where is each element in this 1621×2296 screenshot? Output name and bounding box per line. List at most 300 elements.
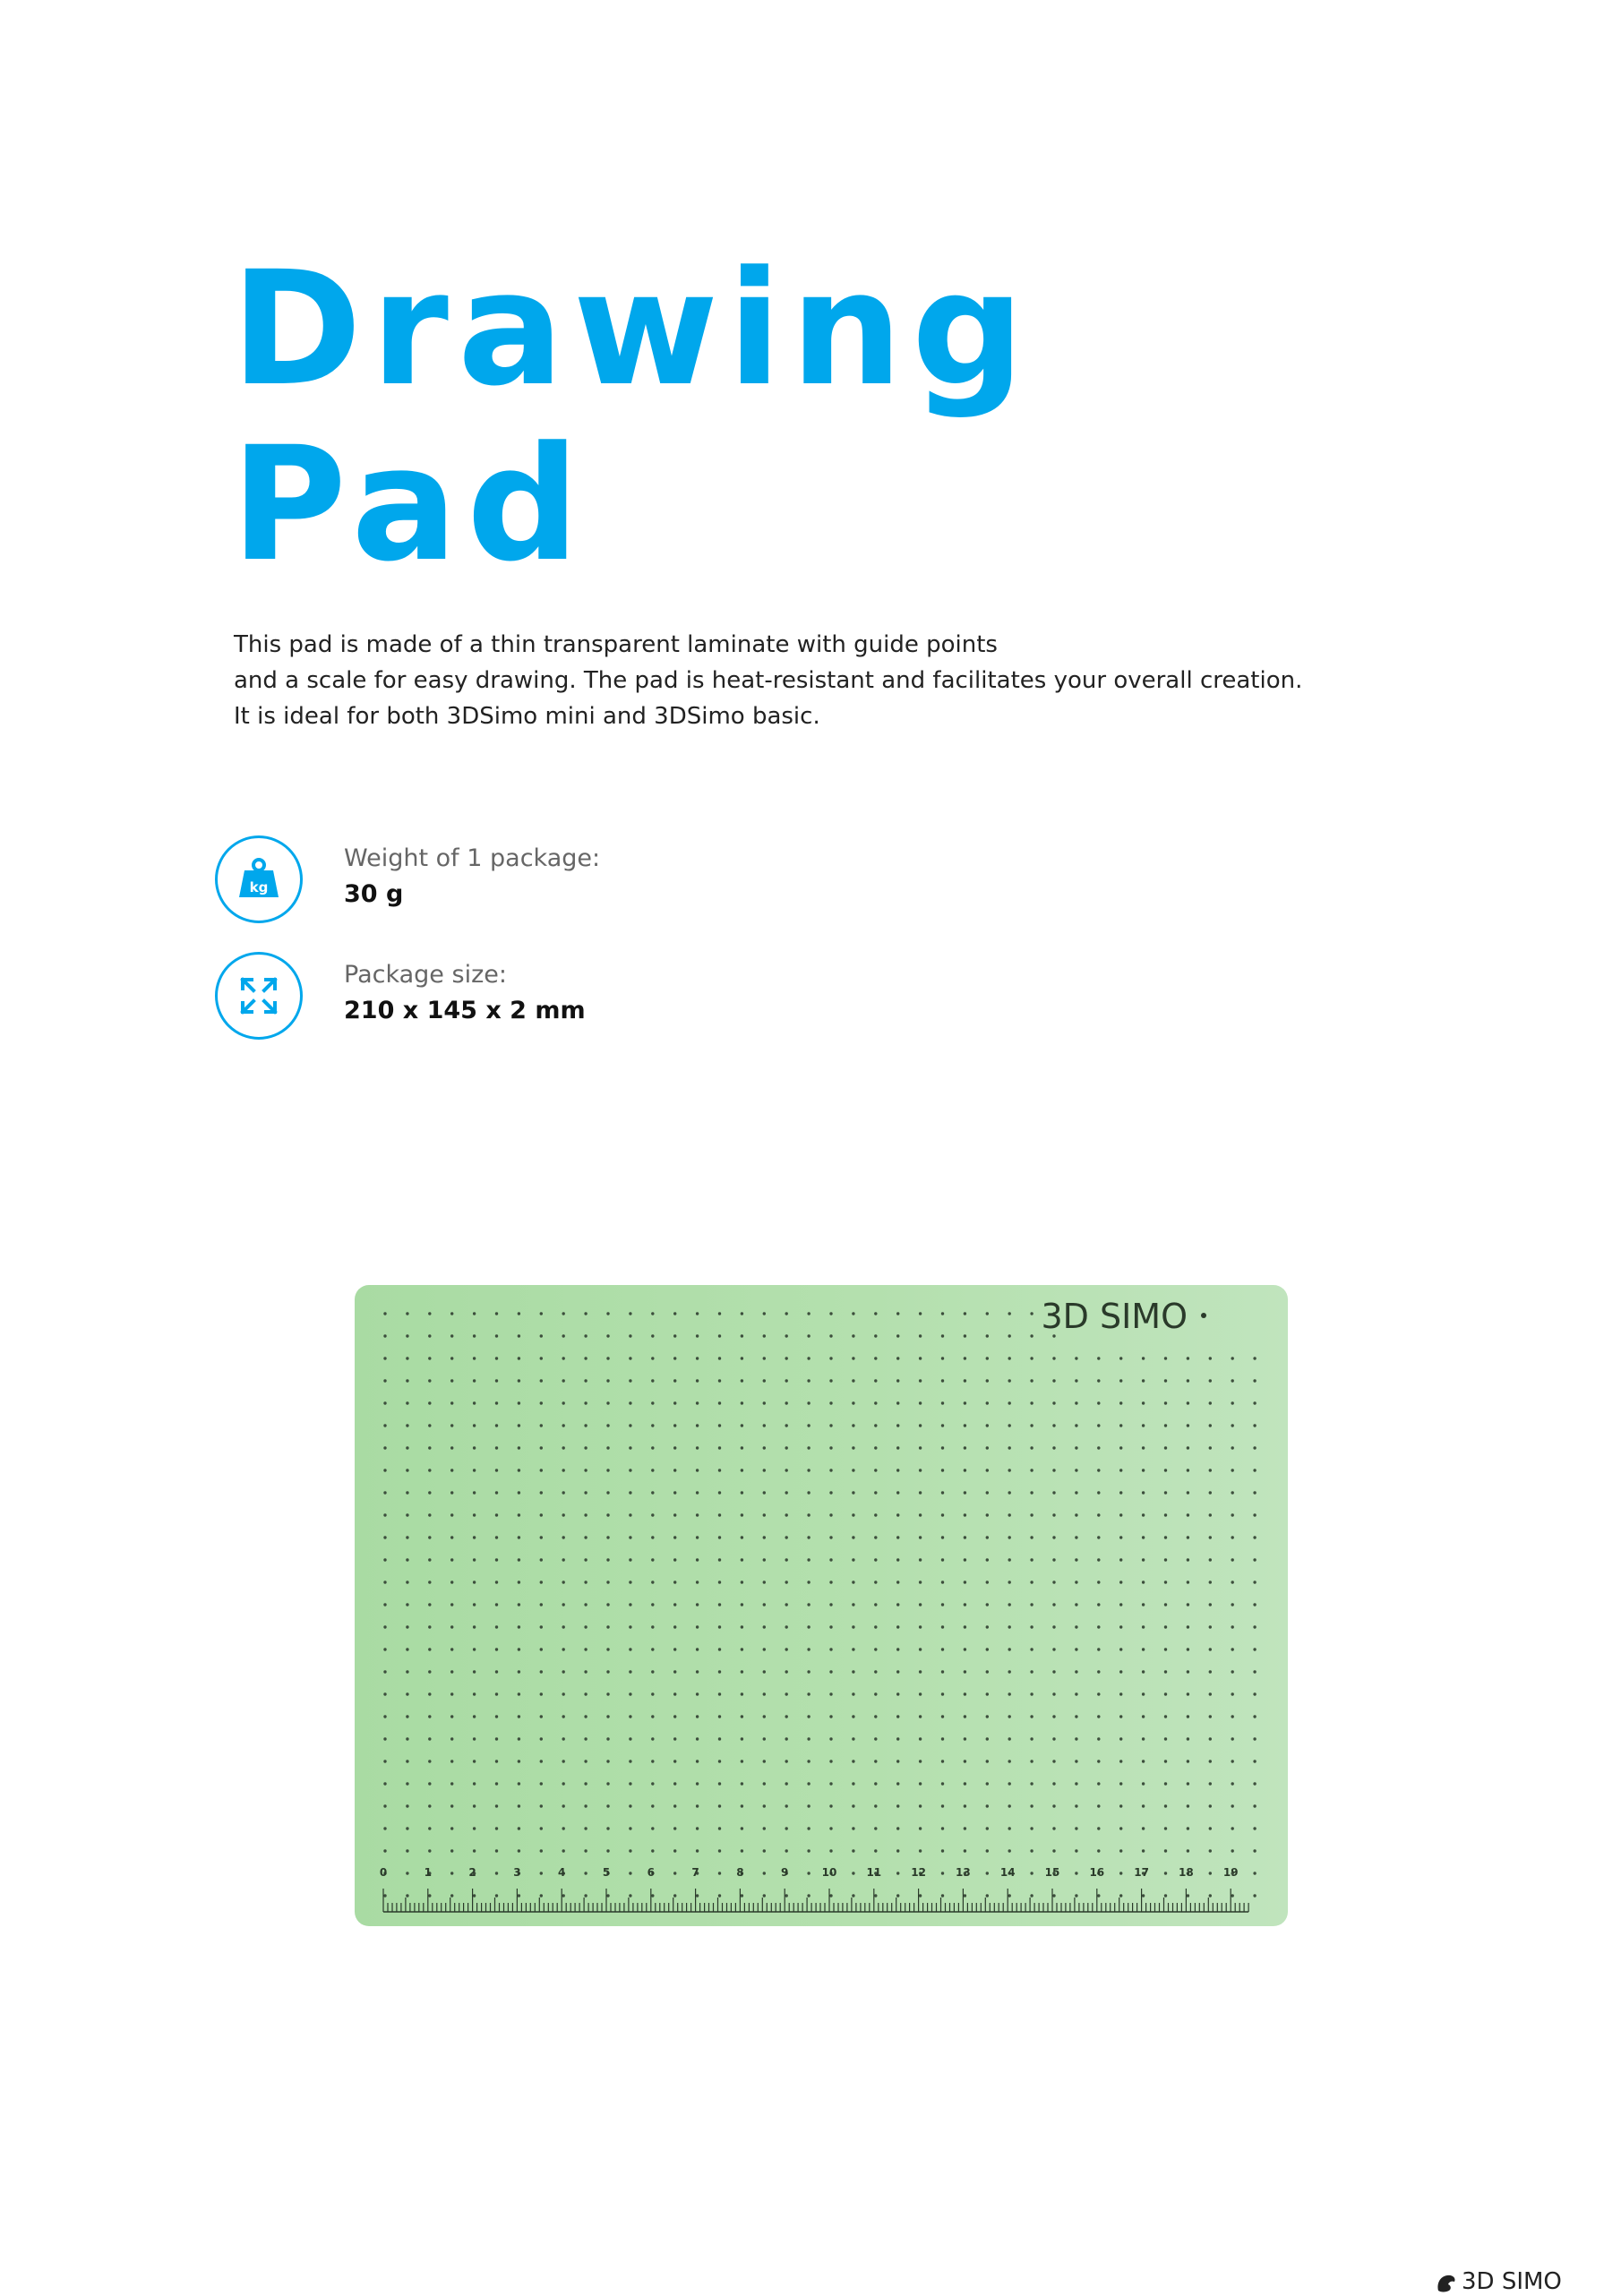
guide-dot: [629, 1737, 631, 1740]
guide-dot: [763, 1357, 766, 1359]
guide-dot: [450, 1424, 453, 1426]
guide-dot: [1075, 1827, 1077, 1829]
guide-dot: [473, 1558, 476, 1561]
guide-dot: [629, 1312, 631, 1315]
guide-dot: [1231, 1804, 1234, 1807]
guide-dot: [874, 1446, 877, 1449]
guide-dot: [1030, 1894, 1033, 1897]
guide-dot: [1164, 1379, 1167, 1382]
guide-dot: [1052, 1648, 1055, 1650]
guide-dot: [964, 1469, 966, 1471]
guide-dot: [807, 1558, 810, 1561]
guide-dot: [852, 1625, 854, 1628]
guide-dot: [518, 1625, 520, 1628]
guide-dot: [874, 1469, 877, 1471]
guide-dot: [696, 1603, 699, 1606]
guide-dot: [1231, 1760, 1234, 1762]
guide-dot: [1187, 1625, 1189, 1628]
guide-dot: [696, 1312, 699, 1315]
guide-dot: [1119, 1446, 1122, 1449]
guide-dot: [540, 1648, 543, 1650]
guide-dot: [562, 1491, 565, 1494]
guide-dot: [852, 1513, 854, 1516]
guide-dot: [428, 1513, 431, 1516]
guide-dot: [696, 1536, 699, 1538]
guide-dot: [584, 1446, 587, 1449]
guide-dot: [1253, 1357, 1256, 1359]
guide-dot: [406, 1379, 408, 1382]
guide-dot: [986, 1379, 989, 1382]
guide-dot: [673, 1894, 676, 1897]
guide-dot: [986, 1625, 989, 1628]
guide-dot: [383, 1334, 386, 1337]
guide-dot: [1008, 1424, 1011, 1426]
guide-dot: [629, 1872, 631, 1874]
guide-dot: [1119, 1827, 1122, 1829]
guide-dot: [718, 1334, 721, 1337]
guide-dot: [1164, 1804, 1167, 1807]
guide-dot: [629, 1513, 631, 1516]
spec-weight: [215, 835, 1021, 929]
guide-dot: [473, 1760, 476, 1762]
guide-dot: [406, 1827, 408, 1829]
guide-dot: [986, 1446, 989, 1449]
guide-dot: [919, 1558, 922, 1561]
guide-dot: [383, 1357, 386, 1359]
guide-dot: [1164, 1424, 1167, 1426]
guide-dot: [518, 1737, 520, 1740]
guide-dot: [606, 1849, 609, 1852]
guide-dot: [785, 1379, 788, 1382]
guide-dot: [584, 1849, 587, 1852]
guide-dot: [964, 1334, 966, 1337]
guide-dot: [1231, 1379, 1234, 1382]
guide-dot: [741, 1692, 743, 1695]
guide-dot: [1075, 1558, 1077, 1561]
guide-dot: [852, 1715, 854, 1718]
guide-dot: [673, 1804, 676, 1807]
guide-dot: [495, 1692, 498, 1695]
guide-dot: [763, 1446, 766, 1449]
footer-brand: 3D SIMO: [1462, 2268, 1562, 2295]
guide-dot: [606, 1670, 609, 1673]
guide-dot: [673, 1648, 676, 1650]
guide-dot: [1008, 1648, 1011, 1650]
guide-dot: [741, 1603, 743, 1606]
guide-dot: [919, 1648, 922, 1650]
guide-dot: [495, 1536, 498, 1538]
ruler-label: 19: [1222, 1866, 1239, 1879]
guide-dot: [986, 1424, 989, 1426]
guide-dot: [941, 1469, 944, 1471]
guide-dot: [941, 1401, 944, 1404]
guide-dot: [986, 1648, 989, 1650]
guide-dot: [919, 1670, 922, 1673]
guide-dot: [1008, 1558, 1011, 1561]
guide-dot: [673, 1872, 676, 1874]
guide-dot: [718, 1357, 721, 1359]
guide-dot: [383, 1715, 386, 1718]
guide-dot: [383, 1692, 386, 1695]
guide-dot: [584, 1379, 587, 1382]
guide-dot: [450, 1804, 453, 1807]
guide-dot: [406, 1469, 408, 1471]
guide-dot: [763, 1558, 766, 1561]
guide-dot: [741, 1379, 743, 1382]
guide-dot: [896, 1312, 899, 1315]
guide-dot: [673, 1782, 676, 1785]
guide-dot: [941, 1357, 944, 1359]
guide-dot: [606, 1536, 609, 1538]
guide-dot: [1187, 1357, 1189, 1359]
guide-dot: [874, 1334, 877, 1337]
guide-dot: [540, 1379, 543, 1382]
guide-dot: [741, 1737, 743, 1740]
guide-dot: [896, 1760, 899, 1762]
simo-logo-icon: [1435, 2273, 1458, 2294]
guide-dot: [1187, 1782, 1189, 1785]
guide-dot: [1209, 1469, 1212, 1471]
guide-dot: [406, 1581, 408, 1583]
guide-dot: [651, 1849, 654, 1852]
guide-dot: [562, 1603, 565, 1606]
guide-dot: [629, 1827, 631, 1829]
guide-dot: [540, 1715, 543, 1718]
guide-dot: [495, 1401, 498, 1404]
guide-dot: [1008, 1760, 1011, 1762]
guide-dot: [1097, 1401, 1100, 1404]
guide-dot: [1231, 1827, 1234, 1829]
guide-dot: [986, 1469, 989, 1471]
guide-dot: [852, 1872, 854, 1874]
guide-dot: [1075, 1715, 1077, 1718]
guide-dot: [584, 1513, 587, 1516]
weight-kg-icon: [215, 835, 303, 923]
guide-dot: [428, 1357, 431, 1359]
guide-dot: [919, 1715, 922, 1718]
guide-dot: [874, 1558, 877, 1561]
guide-dot: [874, 1760, 877, 1762]
guide-dot: [383, 1446, 386, 1449]
guide-dot: [450, 1625, 453, 1628]
ruler-label: 9: [781, 1866, 789, 1879]
guide-dot: [651, 1894, 654, 1897]
guide-dot: [829, 1849, 832, 1852]
guide-dot: [1119, 1737, 1122, 1740]
guide-dot: [673, 1849, 676, 1852]
guide-dot: [1052, 1558, 1055, 1561]
guide-dot: [896, 1334, 899, 1337]
guide-dot: [651, 1715, 654, 1718]
guide-dot: [1008, 1312, 1011, 1315]
guide-dot: [718, 1491, 721, 1494]
guide-dot: [1097, 1849, 1100, 1852]
guide-dot: [1187, 1603, 1189, 1606]
guide-dot: [896, 1648, 899, 1650]
guide-dot: [896, 1379, 899, 1382]
guide-dot: [1075, 1424, 1077, 1426]
guide-dot: [1142, 1581, 1145, 1583]
guide-dot: [785, 1648, 788, 1650]
guide-dot: [473, 1670, 476, 1673]
guide-dot: [874, 1379, 877, 1382]
guide-dot: [1209, 1625, 1212, 1628]
guide-dot: [1008, 1513, 1011, 1516]
guide-dot: [629, 1648, 631, 1650]
guide-dot: [1008, 1849, 1011, 1852]
guide-dot: [1209, 1782, 1212, 1785]
guide-dot: [428, 1804, 431, 1807]
guide-dot: [785, 1804, 788, 1807]
guide-dot: [696, 1894, 699, 1897]
guide-dot: [785, 1827, 788, 1829]
guide-dot: [673, 1401, 676, 1404]
guide-dot: [1164, 1625, 1167, 1628]
guide-dot: [1142, 1357, 1145, 1359]
guide-dot: [741, 1469, 743, 1471]
guide-dot: [473, 1804, 476, 1807]
guide-dot: [540, 1827, 543, 1829]
guide-dot: [428, 1715, 431, 1718]
guide-dot: [986, 1491, 989, 1494]
guide-dot: [785, 1782, 788, 1785]
guide-dot: [606, 1737, 609, 1740]
guide-dot: [428, 1379, 431, 1382]
guide-dot: [518, 1692, 520, 1695]
guide-dot: [495, 1603, 498, 1606]
guide-dot: [562, 1760, 565, 1762]
guide-dot: [406, 1446, 408, 1449]
guide-dot: [1119, 1603, 1122, 1606]
guide-dot: [518, 1334, 520, 1337]
guide-dot: [606, 1804, 609, 1807]
guide-dot: [718, 1737, 721, 1740]
guide-dot: [1030, 1715, 1033, 1718]
guide-dot: [941, 1581, 944, 1583]
guide-dot: [406, 1737, 408, 1740]
spec-package-size: [215, 952, 1021, 1045]
guide-dot: [1030, 1312, 1033, 1315]
guide-dot: [696, 1625, 699, 1628]
guide-dot: [852, 1849, 854, 1852]
guide-dot: [1119, 1849, 1122, 1852]
guide-dot: [896, 1737, 899, 1740]
guide-dot: [518, 1670, 520, 1673]
guide-dot: [829, 1491, 832, 1494]
guide-dot: [606, 1491, 609, 1494]
guide-dot: [986, 1692, 989, 1695]
guide-dot: [495, 1581, 498, 1583]
guide-dot: [1097, 1670, 1100, 1673]
guide-dot: [1209, 1446, 1212, 1449]
guide-dot: [1253, 1760, 1256, 1762]
guide-dot: [1030, 1357, 1033, 1359]
guide-dot: [696, 1648, 699, 1650]
guide-dot: [383, 1401, 386, 1404]
guide-dot: [450, 1357, 453, 1359]
guide-dot: [1209, 1357, 1212, 1359]
guide-dot: [629, 1357, 631, 1359]
guide-dot: [896, 1446, 899, 1449]
guide-dot: [651, 1782, 654, 1785]
guide-dot: [383, 1827, 386, 1829]
guide-dot: [1097, 1827, 1100, 1829]
guide-dot: [718, 1849, 721, 1852]
guide-dot: [1142, 1737, 1145, 1740]
guide-dot: [986, 1894, 989, 1897]
guide-dot: [1052, 1401, 1055, 1404]
guide-dot: [1142, 1849, 1145, 1852]
guide-dot: [518, 1446, 520, 1449]
guide-dot: [1142, 1760, 1145, 1762]
guide-dot: [696, 1849, 699, 1852]
guide-dot: [450, 1334, 453, 1337]
guide-dot: [1075, 1536, 1077, 1538]
guide-dot: [1253, 1379, 1256, 1382]
guide-dot: [829, 1782, 832, 1785]
guide-dot: [383, 1513, 386, 1516]
guide-dot: [629, 1782, 631, 1785]
guide-dot: [562, 1469, 565, 1471]
guide-dot: [1164, 1670, 1167, 1673]
guide-dot: [763, 1469, 766, 1471]
guide-dot: [1075, 1737, 1077, 1740]
guide-dot: [1030, 1424, 1033, 1426]
guide-dot: [964, 1648, 966, 1650]
guide-dot: [919, 1581, 922, 1583]
guide-dot: [584, 1424, 587, 1426]
guide-dot: [562, 1849, 565, 1852]
guide-dot: [896, 1536, 899, 1538]
guide-dot: [450, 1670, 453, 1673]
guide-dot: [807, 1513, 810, 1516]
guide-dot: [1075, 1357, 1077, 1359]
guide-dot: [450, 1849, 453, 1852]
guide-dot: [629, 1603, 631, 1606]
guide-dot: [1142, 1446, 1145, 1449]
guide-dot: [540, 1491, 543, 1494]
guide-dot: [406, 1782, 408, 1785]
guide-dot: [741, 1513, 743, 1516]
guide-dot: [919, 1804, 922, 1807]
guide-dot: [473, 1334, 476, 1337]
guide-dot: [562, 1625, 565, 1628]
guide-dot: [406, 1424, 408, 1426]
guide-dot: [718, 1581, 721, 1583]
guide-dot: [1052, 1581, 1055, 1583]
guide-dot: [1231, 1558, 1234, 1561]
spec-label: Weight of 1 package:: [344, 844, 601, 872]
guide-dot: [1142, 1491, 1145, 1494]
guide-dot: [1075, 1648, 1077, 1650]
guide-dot: [807, 1625, 810, 1628]
spec-value: 210 x 145 x 2 mm: [344, 997, 586, 1024]
guide-dot: [807, 1379, 810, 1382]
guide-dot: [941, 1446, 944, 1449]
guide-dot: [874, 1491, 877, 1494]
guide-dot: [1209, 1827, 1212, 1829]
guide-dot: [785, 1849, 788, 1852]
guide-dot: [718, 1625, 721, 1628]
guide-dot: [1253, 1782, 1256, 1785]
ruler-label: 17: [1134, 1866, 1149, 1879]
guide-dot: [518, 1603, 520, 1606]
guide-dot: [673, 1469, 676, 1471]
guide-dot: [1030, 1536, 1033, 1538]
guide-dot: [518, 1581, 520, 1583]
guide-dot: [450, 1827, 453, 1829]
guide-dot: [673, 1446, 676, 1449]
guide-dot: [896, 1872, 899, 1874]
guide-dot: [1052, 1804, 1055, 1807]
guide-dot: [584, 1715, 587, 1718]
guide-dot: [606, 1827, 609, 1829]
guide-dot: [1187, 1491, 1189, 1494]
guide-dot: [919, 1334, 922, 1337]
guide-dot: [763, 1715, 766, 1718]
guide-dot: [829, 1379, 832, 1382]
guide-dot: [1231, 1469, 1234, 1471]
guide-dot: [473, 1827, 476, 1829]
guide-dot: [629, 1334, 631, 1337]
guide-dot: [741, 1894, 743, 1897]
guide-dot: [1164, 1558, 1167, 1561]
guide-dot: [1164, 1827, 1167, 1829]
guide-dot: [1075, 1469, 1077, 1471]
guide-dot: [896, 1469, 899, 1471]
guide-dot: [540, 1737, 543, 1740]
guide-dot: [584, 1782, 587, 1785]
guide-dot: [807, 1536, 810, 1538]
guide-dot: [495, 1894, 498, 1897]
guide-dot: [964, 1558, 966, 1561]
guide-dot: [896, 1692, 899, 1695]
guide-dot: [919, 1379, 922, 1382]
guide-dot: [741, 1715, 743, 1718]
guide-dot: [829, 1715, 832, 1718]
guide-dot: [785, 1894, 788, 1897]
guide-dot: [406, 1558, 408, 1561]
spec-value: 30 g: [344, 880, 404, 908]
guide-dot: [383, 1469, 386, 1471]
guide-dot: [852, 1782, 854, 1785]
guide-dot: [629, 1469, 631, 1471]
guide-dot: [964, 1827, 966, 1829]
guide-dot: [852, 1469, 854, 1471]
guide-dot: [383, 1581, 386, 1583]
guide-dot: [1253, 1894, 1256, 1897]
guide-dot: [852, 1491, 854, 1494]
guide-dot: [518, 1379, 520, 1382]
guide-dot: [874, 1424, 877, 1426]
guide-dot: [986, 1312, 989, 1315]
guide-dot: [852, 1446, 854, 1449]
guide-dot: [807, 1670, 810, 1673]
guide-dot: [428, 1603, 431, 1606]
guide-dot: [1142, 1536, 1145, 1538]
guide-dot: [1119, 1692, 1122, 1695]
guide-dot: [852, 1804, 854, 1807]
guide-dot: [606, 1782, 609, 1785]
guide-dot: [718, 1692, 721, 1695]
guide-dot: [874, 1513, 877, 1516]
guide-dot: [606, 1312, 609, 1315]
guide-dot: [1119, 1715, 1122, 1718]
guide-dot: [852, 1648, 854, 1650]
guide-dot: [741, 1558, 743, 1561]
guide-dot: [1253, 1648, 1256, 1650]
guide-dot: [584, 1401, 587, 1404]
